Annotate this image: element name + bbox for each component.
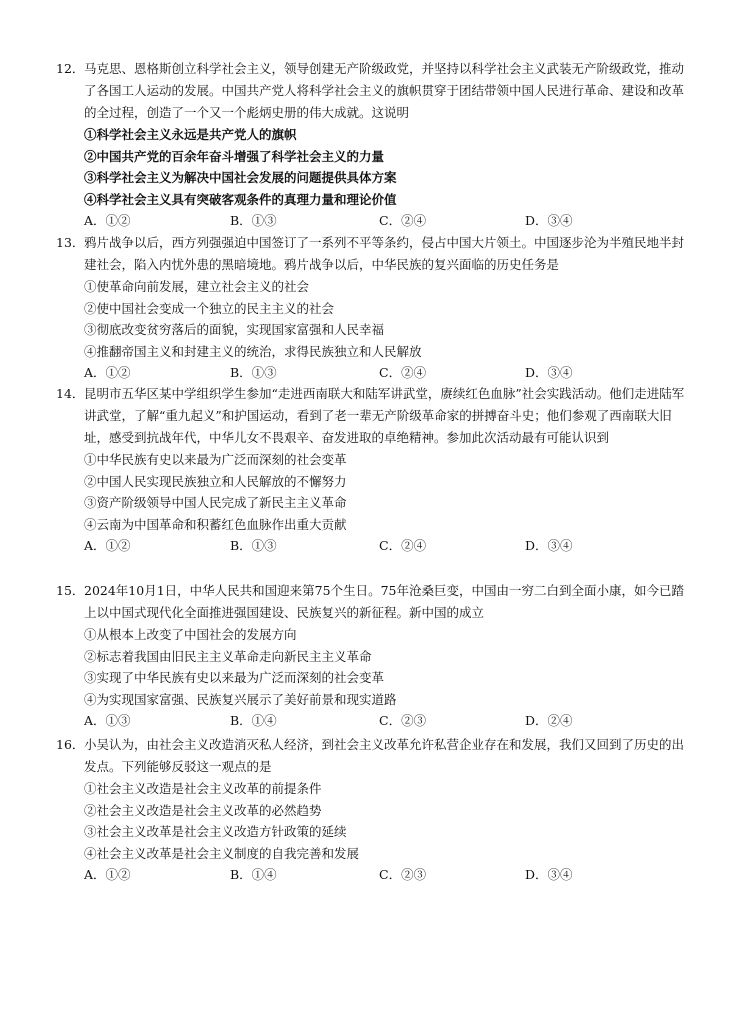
question-number: 12． <box>56 61 85 76</box>
choice-d[interactable]: D．③④ <box>525 867 573 882</box>
answer-choices <box>56 210 696 232</box>
choice-c[interactable]: C．②③ <box>379 867 427 882</box>
answer-choices <box>56 864 696 886</box>
question-stem <box>56 580 696 624</box>
question-12 <box>56 58 696 232</box>
question-text: 2024年10月1日，中华人民共和国迎来第75个生日。75年沧桑巨变，中国由一穷二白到全面小康，如今已踏上以中国式现代化全面推进强国建设、民族复兴的新征程。新中国的成立 <box>84 583 684 620</box>
statement: ④社会主义改革是社会主义制度的自我完善和发展 <box>84 845 360 861</box>
statement: ④为实现国家富强、民族复兴展示了美好前景和现实道路 <box>84 691 397 707</box>
answer-choices <box>56 362 696 384</box>
choice-c[interactable]: C．②④ <box>379 213 427 228</box>
choice-b[interactable]: B．①③ <box>230 213 277 228</box>
question-number: 15． <box>56 583 85 598</box>
choice-a[interactable]: A．①② <box>84 538 131 553</box>
question-number: 14． <box>56 386 85 401</box>
question-16 <box>56 734 696 886</box>
choice-b[interactable]: B．①③ <box>230 538 277 553</box>
choice-a[interactable]: A．①② <box>84 213 131 228</box>
question-stem <box>56 734 696 778</box>
question-number: 16． <box>56 737 85 752</box>
statement: ③科学社会主义为解决中国社会发展的问题提供具体方案 <box>84 170 397 185</box>
question-stem <box>56 232 696 276</box>
question-stem <box>56 383 696 449</box>
statement: ①中华民族有史以来最为广泛而深刻的社会变革 <box>84 452 347 467</box>
question-13 <box>56 232 696 384</box>
statement: ②中国共产党的百余年奋斗增强了科学社会主义的力量 <box>84 148 385 164</box>
choice-a[interactable]: A．①③ <box>84 713 131 728</box>
answer-choices <box>56 535 696 557</box>
question-15 <box>56 580 696 732</box>
statement: ①科学社会主义永远是共产党人的旗帜 <box>84 127 297 142</box>
statement: ②使中国社会变成一个独立的民主主义的社会 <box>84 300 335 316</box>
statement: ③彻底改变贫穷落后的面貌，实现国家富强和人民幸福 <box>84 322 385 337</box>
question-text: 小吴认为，由社会主义改造消灭私人经济，到社会主义改革允许私营企业存在和发展，我们又回到了历史的出发点。下列能够反驳这一观点的是 <box>84 737 685 774</box>
choice-b[interactable]: B．①④ <box>230 713 277 728</box>
statement: ④推翻帝国主义和封建主义的统治，求得民族独立和人民解放 <box>84 343 422 359</box>
question-text: 马克思、恩格斯创立科学社会主义，领导创建无产阶级政党，并坚持以科学社会主义武装无产阶级政党，推动了各国工人运动的发展。中国共产党人将科学社会主义的旗帜贯穿于团结带领中国人民进行革命、建设和改革的全过程，创造了一个又一个彪炳史册的伟大成就。这说明 <box>84 61 685 120</box>
choice-b[interactable]: B．①④ <box>230 867 277 882</box>
choice-d[interactable]: D．③④ <box>525 365 573 380</box>
choice-c[interactable]: C．②③ <box>379 713 427 728</box>
choice-a[interactable]: A．①② <box>84 867 131 882</box>
statement: ①使革命向前发展，建立社会主义的社会 <box>84 279 310 294</box>
statement: ①从根本上改变了中国社会的发展方向 <box>84 627 297 642</box>
choice-d[interactable]: D．③④ <box>525 538 573 553</box>
answer-choices <box>56 710 696 732</box>
statement: ④科学社会主义具有突破客观条件的真理力量和理论价值 <box>84 191 397 207</box>
statement: ②中国人民实现民族独立和人民解放的不懈努力 <box>84 473 347 489</box>
question-14 <box>56 383 696 557</box>
statement: ③资产阶级领导中国人民完成了新民主主义革命 <box>84 495 347 510</box>
statement: ②标志着我国由旧民主主义革命走向新民主主义革命 <box>84 648 372 664</box>
choice-b[interactable]: B．①③ <box>230 365 277 380</box>
statement: ②社会主义改造是社会主义改革的必然趋势 <box>84 802 322 818</box>
choice-c[interactable]: C．②④ <box>379 538 427 553</box>
statement: ③社会主义改革是社会主义改造方针政策的延续 <box>84 824 347 839</box>
question-stem <box>56 58 696 124</box>
question-text: 昆明市五华区某中学组织学生参加“走进西南联大和陆军讲武堂，赓续红色血脉”社会实践活动。他们走进陆军讲武堂，了解“重九起义”和护国运动，看到了老一辈无产阶级革命家的拼搏奋斗史；他们参观了西南联大旧址，感受到抗战年代，中华儿女不畏艰辛、奋发进取的卓绝精神。参加此次活动最有可能认识到 <box>84 386 685 445</box>
statement: ④云南为中国革命和积蓄红色血脉作出重大贡献 <box>84 516 347 532</box>
choice-c[interactable]: C．②④ <box>379 365 427 380</box>
statement: ①社会主义改造是社会主义改革的前提条件 <box>84 781 322 796</box>
choice-a[interactable]: A．①② <box>84 365 131 380</box>
question-number: 13． <box>56 235 85 250</box>
statement: ③实现了中华民族有史以来最为广泛而深刻的社会变革 <box>84 670 385 685</box>
choice-d[interactable]: D．②④ <box>525 713 573 728</box>
choice-d[interactable]: D．③④ <box>525 213 573 228</box>
question-text: 鸦片战争以后，西方列强强迫中国签订了一系列不平等条约，侵占中国大片领土。中国逐步沦为半殖民地半封建社会，陷入内忧外患的黑暗境地。鸦片战争以后，中华民族的复兴面临的历史任务是 <box>84 235 685 272</box>
